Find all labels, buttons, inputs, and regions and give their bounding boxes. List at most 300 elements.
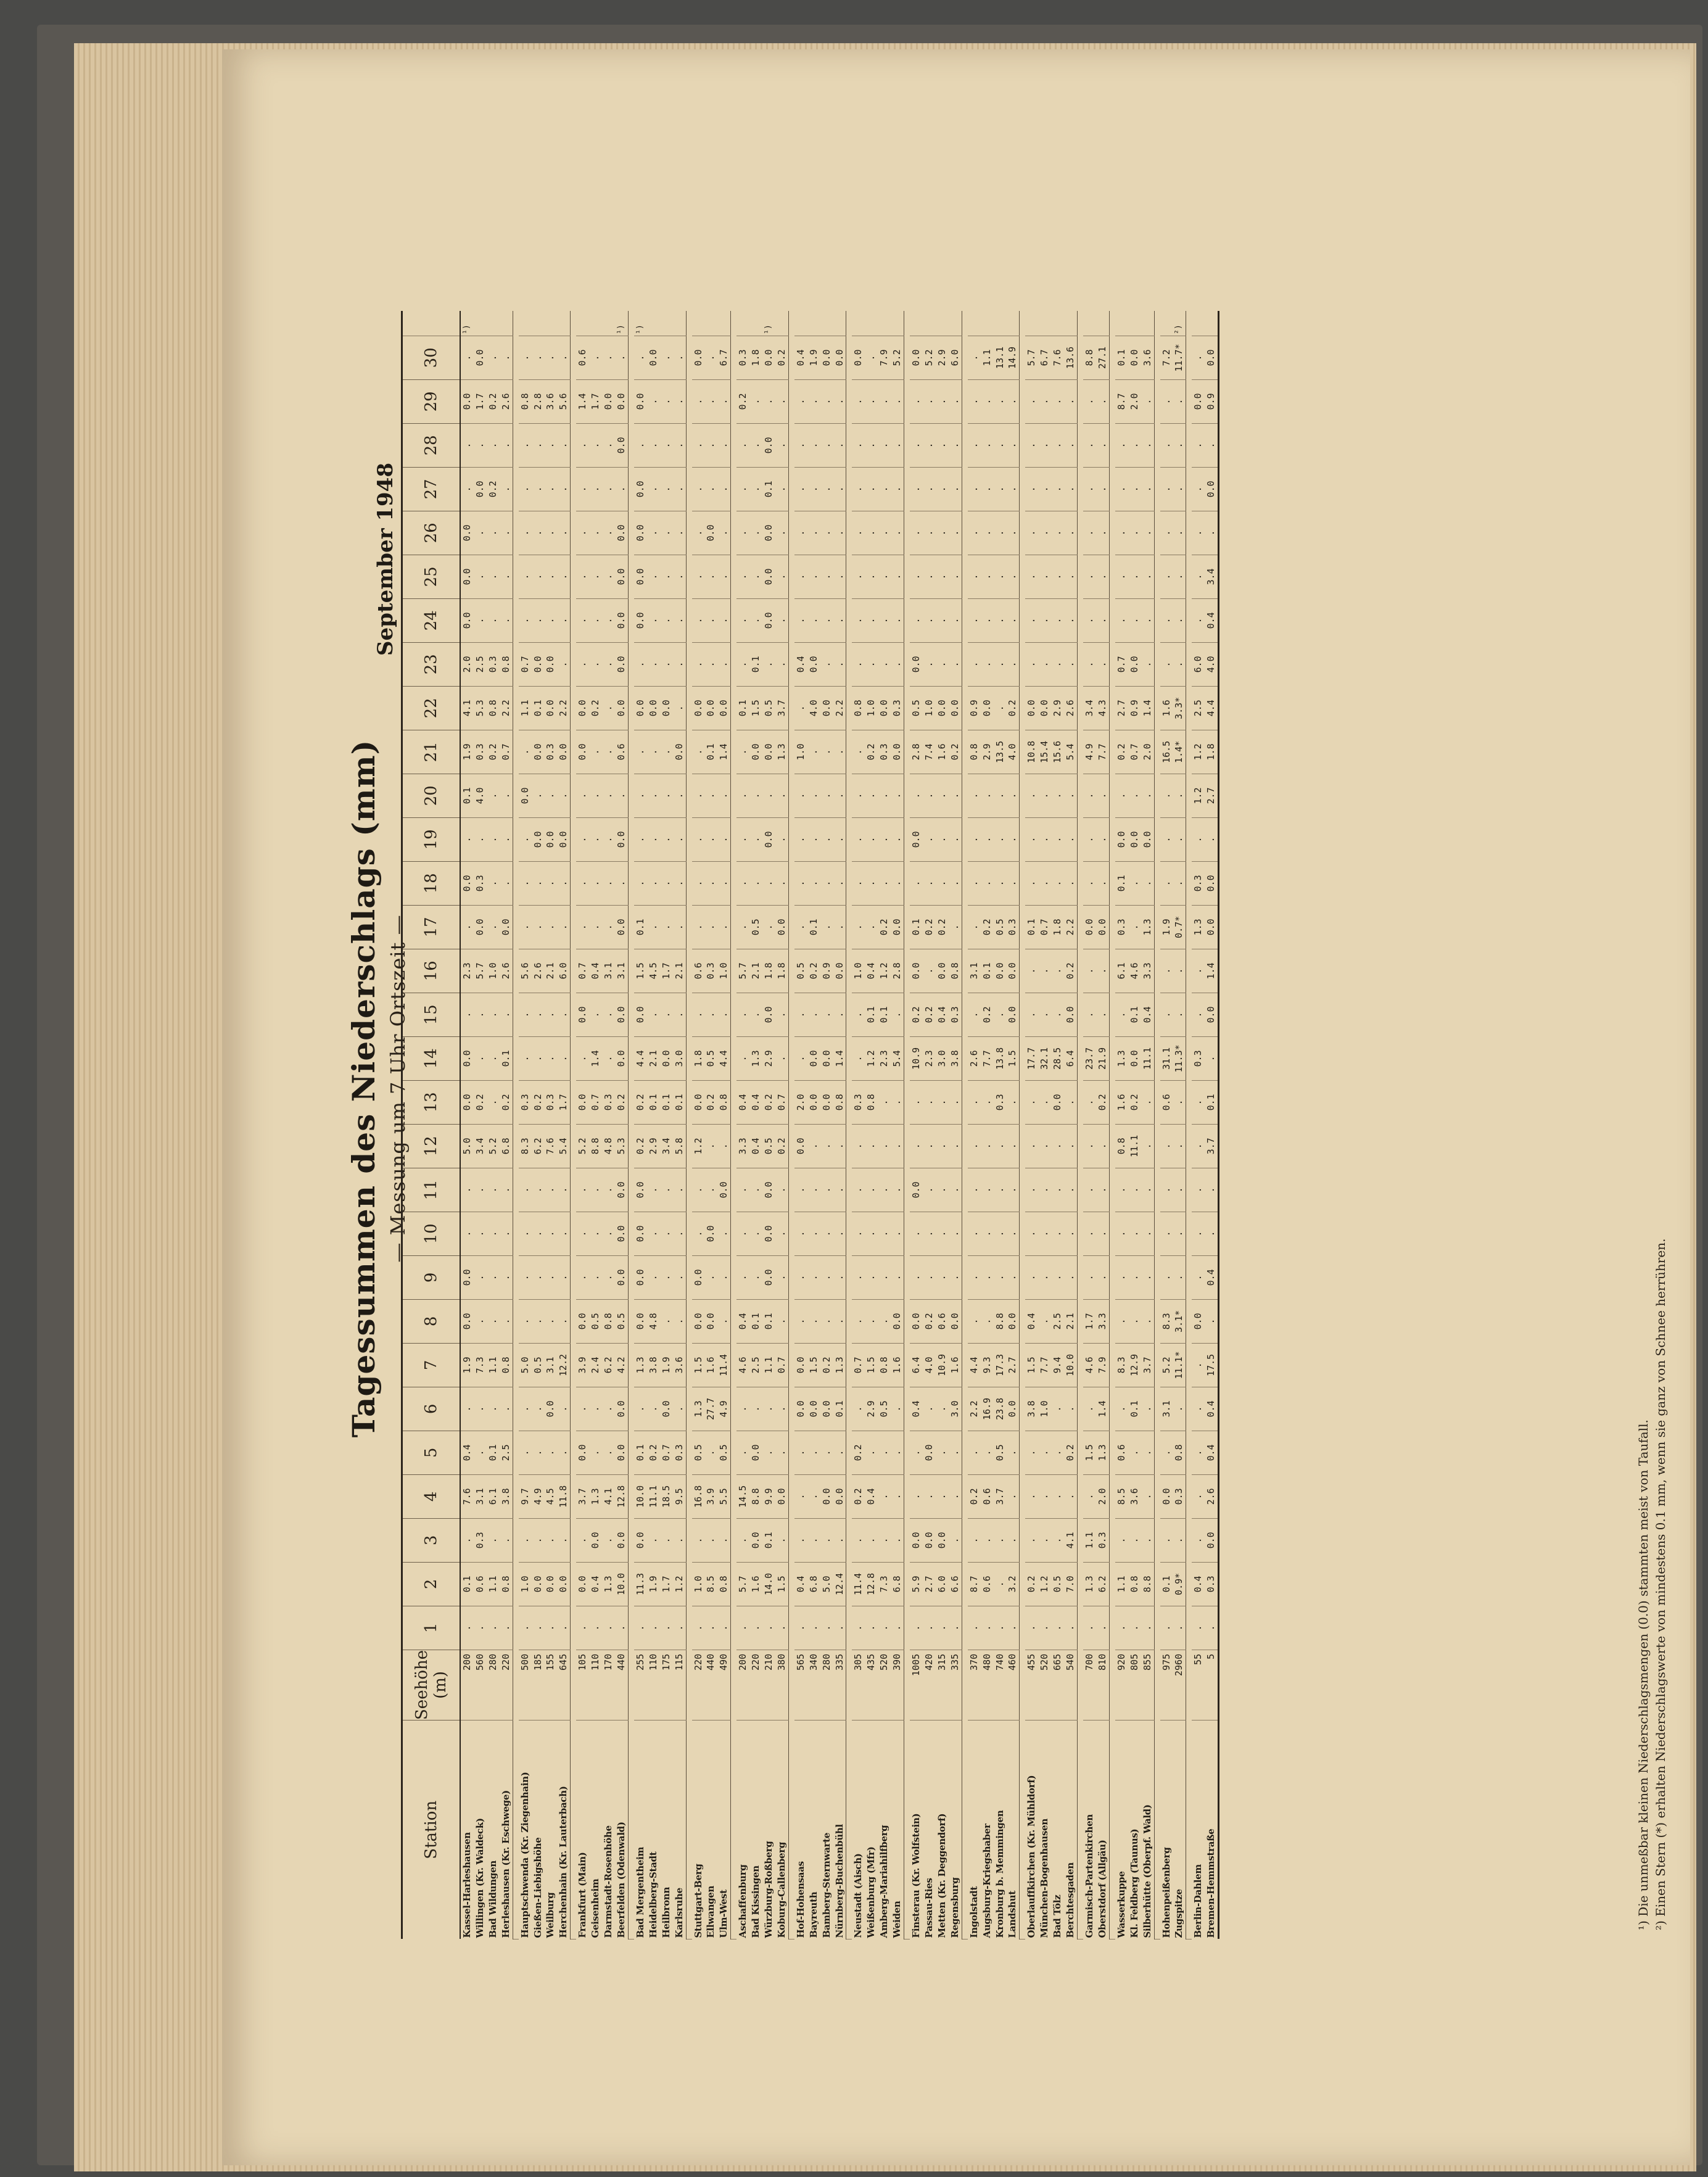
precip-day-23: . (673, 642, 686, 686)
precip-day-5: . (532, 1431, 545, 1474)
precip-day-27: . (1038, 467, 1051, 511)
precip-day-27: . (673, 467, 686, 511)
precip-day-21: 0.0 (532, 730, 545, 774)
precip-day-9: . (1006, 1255, 1019, 1299)
precip-day-7: 1.3 (833, 1343, 846, 1387)
precip-day-26: . (968, 511, 981, 555)
precip-day-25: . (474, 555, 487, 598)
precip-day-10: . (910, 1212, 923, 1255)
precip-day-10: . (1141, 1212, 1154, 1255)
precip-day-4: 6.1 (487, 1474, 500, 1518)
precip-day-17: 1.8 (1051, 905, 1064, 949)
precip-day-1: . (576, 1606, 589, 1650)
precip-day-18: . (1083, 861, 1096, 905)
precip-day-15: . (1173, 993, 1186, 1036)
precip-day-28: . (1115, 423, 1128, 467)
precip-day-3: . (1173, 1518, 1186, 1562)
station-elevation: 740 (994, 1650, 1007, 1720)
precip-day-5: 0.4 (460, 1431, 474, 1474)
precip-day-21: . (807, 730, 820, 774)
precip-day-26: . (487, 511, 500, 555)
row-footnote-mark (1096, 311, 1109, 336)
precip-day-1: . (589, 1606, 602, 1650)
precip-day-19: . (692, 817, 705, 861)
precip-day-27: . (994, 467, 1007, 511)
precip-day-2: 12.8 (865, 1562, 878, 1606)
precip-day-7: 4.6 (1083, 1343, 1096, 1387)
precip-day-6: . (634, 1387, 647, 1431)
precip-day-24: 0.4 (1205, 598, 1218, 642)
precip-day-22: 5.3 (474, 686, 487, 730)
station-elevation: 335 (949, 1650, 962, 1720)
row-footnote-mark (968, 311, 981, 336)
precip-day-24: . (852, 598, 865, 642)
precip-day-11: . (1038, 1168, 1051, 1212)
precip-day-24: . (589, 598, 602, 642)
precip-day-5: 0.0 (576, 1431, 589, 1474)
precip-day-21: . (692, 730, 705, 774)
precip-day-29: 2.6 (500, 379, 513, 423)
precip-day-2: 0.1 (1160, 1562, 1173, 1606)
table-row (852, 311, 865, 1939)
precip-day-21: 4.9 (1083, 730, 1096, 774)
precip-day-17: 0.7* (1173, 905, 1186, 949)
precip-day-5: 0.8 (1173, 1431, 1186, 1474)
precip-day-7: 1.6 (949, 1343, 962, 1387)
column-header-day-27: 27 (402, 467, 461, 511)
row-footnote-mark (1128, 311, 1141, 336)
precip-day-18: . (762, 861, 775, 905)
precip-day-15: . (1083, 993, 1096, 1036)
precip-day-8: . (1141, 1299, 1154, 1343)
precip-day-10: . (794, 1212, 807, 1255)
precip-day-6: 4.9 (717, 1387, 730, 1431)
precip-day-22: 3.7 (775, 686, 788, 730)
precip-day-20: . (717, 774, 730, 817)
precip-day-13: . (1083, 1080, 1096, 1124)
precip-day-28: . (1006, 423, 1019, 467)
precip-day-27: . (1051, 467, 1064, 511)
precip-day-28: . (487, 423, 500, 467)
precip-day-15: 0.0 (615, 993, 628, 1036)
precip-day-1: . (602, 1606, 615, 1650)
precip-day-2: 7.0 (1064, 1562, 1077, 1606)
precip-day-5: . (981, 1431, 994, 1474)
station-name: Passau-Ries (923, 1878, 934, 1938)
precip-day-10: 0.0 (762, 1212, 775, 1255)
precip-day-26: . (910, 511, 923, 555)
precip-day-5: 2.5 (500, 1431, 513, 1474)
precip-day-13: 0.6 (1160, 1080, 1173, 1124)
precip-day-27: . (820, 467, 833, 511)
precip-day-16: 0.0 (833, 949, 846, 993)
precip-day-28: . (1192, 423, 1205, 467)
precip-day-26: . (1141, 511, 1154, 555)
precip-day-1: . (717, 1606, 730, 1650)
precip-day-3: . (500, 1518, 513, 1562)
precip-day-8: 0.2 (923, 1299, 936, 1343)
precip-day-16: 2.6 (500, 949, 513, 993)
precip-day-30: 6.7 (1038, 336, 1051, 379)
precip-day-25: 0.0 (615, 555, 628, 598)
precip-day-13: 0.7 (589, 1080, 602, 1124)
precip-day-25: . (949, 555, 962, 598)
precip-day-7: 1.6 (891, 1343, 904, 1387)
precip-day-21: 0.0 (673, 730, 686, 774)
column-header-day-23: 23 (402, 642, 461, 686)
precip-day-20: . (794, 774, 807, 817)
precip-day-28: . (532, 423, 545, 467)
precip-day-20: . (1025, 774, 1038, 817)
precip-day-7: 5.2 (1160, 1343, 1173, 1387)
precip-day-13: 0.0 (820, 1080, 833, 1124)
precip-day-18: . (852, 861, 865, 905)
precip-day-5: 0.5 (717, 1431, 730, 1474)
precip-day-27: . (544, 467, 557, 511)
precip-day-12: 0.8 (1115, 1124, 1128, 1168)
precip-day-30: 0.3 (736, 336, 749, 379)
precip-day-2: 0.4 (589, 1562, 602, 1606)
column-header-day-12: 12 (402, 1124, 461, 1168)
precip-day-8: 0.5 (589, 1299, 602, 1343)
separator-cell (962, 311, 968, 1939)
precip-day-13: 0.0 (460, 1080, 474, 1124)
precip-day-29: . (762, 379, 775, 423)
station-elevation: 155 (544, 1650, 557, 1720)
column-header-day-9: 9 (402, 1255, 461, 1299)
precip-day-7: 6.2 (602, 1343, 615, 1387)
precip-day-9: 0.0 (615, 1255, 628, 1299)
precip-day-14: 1.2 (865, 1036, 878, 1080)
precip-day-2: 0.3 (1205, 1562, 1218, 1606)
precip-day-27: . (1115, 467, 1128, 511)
precip-day-14: 28.5 (1051, 1036, 1064, 1080)
precip-day-9: . (749, 1255, 762, 1299)
precip-day-14: 3.0 (673, 1036, 686, 1080)
precip-day-28: . (865, 423, 878, 467)
station-elevation: 500 (519, 1650, 532, 1720)
precip-day-2: 8.5 (704, 1562, 717, 1606)
precip-day-28: . (704, 423, 717, 467)
precip-day-26: . (833, 511, 846, 555)
station-elevation: 315 (936, 1650, 949, 1720)
precip-day-29: 0.2 (487, 379, 500, 423)
precip-day-28: . (833, 423, 846, 467)
precip-day-29: . (891, 379, 904, 423)
precip-day-25: 3.4 (1205, 555, 1218, 598)
precip-day-8: . (532, 1299, 545, 1343)
precip-day-26: . (1051, 511, 1064, 555)
precip-day-22: 0.0 (615, 686, 628, 730)
precip-day-28: . (460, 423, 474, 467)
precip-day-17: . (519, 905, 532, 949)
precip-day-19: . (500, 817, 513, 861)
precip-day-27: . (794, 467, 807, 511)
precip-day-2: 0.8 (1128, 1562, 1141, 1606)
table-row (1025, 311, 1038, 1939)
row-footnote-mark: ¹) (460, 311, 474, 336)
precip-day-8: . (544, 1299, 557, 1343)
precip-day-1: . (1192, 1606, 1205, 1650)
precip-day-26: . (532, 511, 545, 555)
station-name: Hof-Hohensaas (794, 1861, 806, 1938)
precip-day-17: . (865, 905, 878, 949)
precip-day-30: 5.2 (923, 336, 936, 379)
precip-day-23: . (981, 642, 994, 686)
precip-day-15: 0.0 (1205, 993, 1218, 1036)
precip-day-8: 0.0 (576, 1299, 589, 1343)
precip-day-5: . (775, 1431, 788, 1474)
precip-day-5: . (474, 1431, 487, 1474)
precip-day-7: 1.9 (460, 1343, 474, 1387)
column-header-elevation: Seehöhe (m) (402, 1650, 461, 1720)
precip-day-17: 0.3 (1006, 905, 1019, 949)
precip-day-17: . (794, 905, 807, 949)
precip-day-23: 0.7 (1115, 642, 1128, 686)
precip-day-19: . (994, 817, 1007, 861)
precip-day-9: . (833, 1255, 846, 1299)
precip-day-28: . (852, 423, 865, 467)
precip-day-27: . (532, 467, 545, 511)
precip-day-8: . (807, 1299, 820, 1343)
precip-day-18: . (717, 861, 730, 905)
precip-day-22: 2.2 (833, 686, 846, 730)
precip-day-21: . (634, 730, 647, 774)
precip-day-23: 0.0 (807, 642, 820, 686)
precip-day-5: 0.1 (634, 1431, 647, 1474)
station-elevation: 105 (576, 1650, 589, 1720)
station-name: Amberg-Mariahilfberg (878, 1825, 890, 1938)
precip-day-9: 0.4 (1205, 1255, 1218, 1299)
precip-day-23: 0.4 (794, 642, 807, 686)
precip-day-30: . (487, 336, 500, 379)
precip-day-24: . (936, 598, 949, 642)
precip-day-21: 0.1 (704, 730, 717, 774)
precip-day-9: . (1173, 1255, 1186, 1299)
precip-day-7: 12.2 (557, 1343, 570, 1387)
precip-day-3: . (852, 1518, 865, 1562)
precip-day-20: . (1006, 774, 1019, 817)
precip-day-22: 0.1 (736, 686, 749, 730)
table-row (660, 311, 673, 1939)
precip-day-22: 0.9 (968, 686, 981, 730)
precip-day-19: 0.0 (1141, 817, 1154, 861)
table-row (500, 311, 513, 1939)
precip-day-10: . (487, 1212, 500, 1255)
precip-day-20: . (1160, 774, 1173, 817)
precip-day-27: . (1083, 467, 1096, 511)
precip-day-23: . (589, 642, 602, 686)
precip-day-21: 0.2 (1115, 730, 1128, 774)
precip-day-14: 32.1 (1038, 1036, 1051, 1080)
precip-day-9: . (1141, 1255, 1154, 1299)
precip-day-30: 7.6 (1051, 336, 1064, 379)
precip-day-30: 0.0 (647, 336, 660, 379)
station-elevation: 255 (634, 1650, 647, 1720)
row-footnote-mark (532, 311, 545, 336)
precip-day-18: . (936, 861, 949, 905)
precip-day-1: . (460, 1606, 474, 1650)
precip-day-11: . (673, 1168, 686, 1212)
precip-day-1: . (736, 1606, 749, 1650)
precip-day-24: . (717, 598, 730, 642)
precip-day-10: . (717, 1212, 730, 1255)
station-elevation: 55 (1192, 1650, 1205, 1720)
precip-day-27: . (1096, 467, 1109, 511)
precip-day-11: . (878, 1168, 891, 1212)
precip-day-24: . (500, 598, 513, 642)
precip-day-19: . (981, 817, 994, 861)
table-row (1051, 311, 1064, 1939)
precip-day-25: . (1096, 555, 1109, 598)
precip-day-12: 8.3 (519, 1124, 532, 1168)
precip-day-17: 0.0 (500, 905, 513, 949)
column-header-day-5: 5 (402, 1431, 461, 1474)
precip-day-22: 0.8 (487, 686, 500, 730)
precip-day-13: 0.4 (736, 1080, 749, 1124)
column-header-day-22: 22 (402, 686, 461, 730)
precip-day-5: . (949, 1431, 962, 1474)
precip-day-23: 0.0 (544, 642, 557, 686)
precip-day-2: 1.2 (1038, 1562, 1051, 1606)
precip-day-13: 0.2 (762, 1080, 775, 1124)
precip-day-16: 0.0 (936, 949, 949, 993)
precip-day-10: . (1038, 1212, 1051, 1255)
precip-day-5: . (1025, 1431, 1038, 1474)
precip-day-19: 0.0 (532, 817, 545, 861)
table-row (474, 311, 487, 1939)
precip-day-22: . (602, 686, 615, 730)
precip-day-26: . (865, 511, 878, 555)
precip-day-1: . (647, 1606, 660, 1650)
precip-day-22: 0.0 (692, 686, 705, 730)
separator-cell (1077, 311, 1083, 1939)
row-footnote-mark (692, 311, 705, 336)
row-footnote-mark (673, 311, 686, 336)
precip-day-25: . (878, 555, 891, 598)
precip-day-4: 0.4 (865, 1474, 878, 1518)
precip-day-11: . (460, 1168, 474, 1212)
table-row (1038, 311, 1051, 1939)
precip-day-16: 0.1 (981, 949, 994, 993)
precip-day-19: 0.0 (1128, 817, 1141, 861)
precip-day-16: 1.4 (1205, 949, 1218, 993)
precip-day-5: . (544, 1431, 557, 1474)
station-name: Bremen-Hemmstraße (1205, 1828, 1217, 1938)
precip-day-20: . (673, 774, 686, 817)
station-elevation: 175 (660, 1650, 673, 1720)
precip-day-24: . (1141, 598, 1154, 642)
precip-day-14: 1.3 (749, 1036, 762, 1080)
precip-day-1: . (704, 1606, 717, 1650)
precip-day-13: . (487, 1080, 500, 1124)
row-footnote-mark (936, 311, 949, 336)
precip-day-2: 0.4 (1192, 1562, 1205, 1606)
precip-day-20: . (1128, 774, 1141, 817)
precip-day-9: . (704, 1255, 717, 1299)
column-header-day-4: 4 (402, 1474, 461, 1518)
precip-day-18: . (775, 861, 788, 905)
precip-day-3: . (891, 1518, 904, 1562)
precip-day-5: . (910, 1431, 923, 1474)
precip-day-27: . (833, 467, 846, 511)
precip-day-15: . (1115, 993, 1128, 1036)
precip-day-2: 0.8 (717, 1562, 730, 1606)
precip-day-12: . (1051, 1124, 1064, 1168)
row-footnote-mark (981, 311, 994, 336)
precip-day-20: . (820, 774, 833, 817)
precip-day-21: . (660, 730, 673, 774)
precip-day-27: 0.0 (474, 467, 487, 511)
precip-day-30: 0.4 (794, 336, 807, 379)
precip-day-8: 0.0 (704, 1299, 717, 1343)
table-row (910, 311, 923, 1939)
table-row (615, 311, 628, 1939)
row-footnote-mark (500, 311, 513, 336)
precip-day-21: 16.5 (1160, 730, 1173, 774)
precip-day-21: 0.3 (474, 730, 487, 774)
row-footnote-mark (519, 311, 532, 336)
precip-day-18: . (704, 861, 717, 905)
precip-day-30: . (460, 336, 474, 379)
precip-day-19: . (949, 817, 962, 861)
precip-day-20: . (1141, 774, 1154, 817)
precip-day-1: . (1096, 1606, 1109, 1650)
precip-day-24: . (1083, 598, 1096, 642)
precip-day-21: . (589, 730, 602, 774)
precip-day-26: . (602, 511, 615, 555)
precip-day-28: . (673, 423, 686, 467)
row-footnote-mark (589, 311, 602, 336)
precip-day-6: . (1064, 1387, 1077, 1431)
precip-day-20: . (1115, 774, 1128, 817)
precip-day-1: . (891, 1606, 904, 1650)
station-name: Darmstadt-Rosenhöhe (603, 1825, 614, 1938)
precip-day-11: . (1064, 1168, 1077, 1212)
precip-day-6: 0.0 (794, 1387, 807, 1431)
precip-day-15: . (474, 993, 487, 1036)
precip-day-16: 0.2 (807, 949, 820, 993)
precip-day-26: . (1173, 511, 1186, 555)
precip-day-21: . (602, 730, 615, 774)
precip-day-24: . (704, 598, 717, 642)
station-name: Neustadt (Aisch) (852, 1853, 864, 1938)
precip-day-27: . (647, 467, 660, 511)
precip-day-15: 0.0 (634, 993, 647, 1036)
precip-day-12: 8.8 (589, 1124, 602, 1168)
station-name: Wasserkuppe (1115, 1871, 1127, 1938)
column-header-day-28: 28 (402, 423, 461, 467)
precip-day-4: 0.3 (1173, 1474, 1186, 1518)
precip-day-28: . (500, 423, 513, 467)
precip-day-18: . (923, 861, 936, 905)
precip-day-23: . (1006, 642, 1019, 686)
station-name: Bamberg-Sternwarte (820, 1832, 832, 1938)
precip-day-18: . (544, 861, 557, 905)
precip-day-21: 1.6 (936, 730, 949, 774)
precip-day-9: . (1064, 1255, 1077, 1299)
precip-day-25: . (544, 555, 557, 598)
precip-day-17: . (576, 905, 589, 949)
precip-day-22: 0.5 (762, 686, 775, 730)
precip-day-26: . (736, 511, 749, 555)
precip-day-14: 6.4 (1064, 1036, 1077, 1080)
precip-day-27: . (615, 467, 628, 511)
station-name: Beerfelden (Odenwald) (615, 1822, 627, 1938)
precip-day-14: 5.4 (891, 1036, 904, 1080)
precip-day-18: . (532, 861, 545, 905)
row-footnote-mark (660, 311, 673, 336)
